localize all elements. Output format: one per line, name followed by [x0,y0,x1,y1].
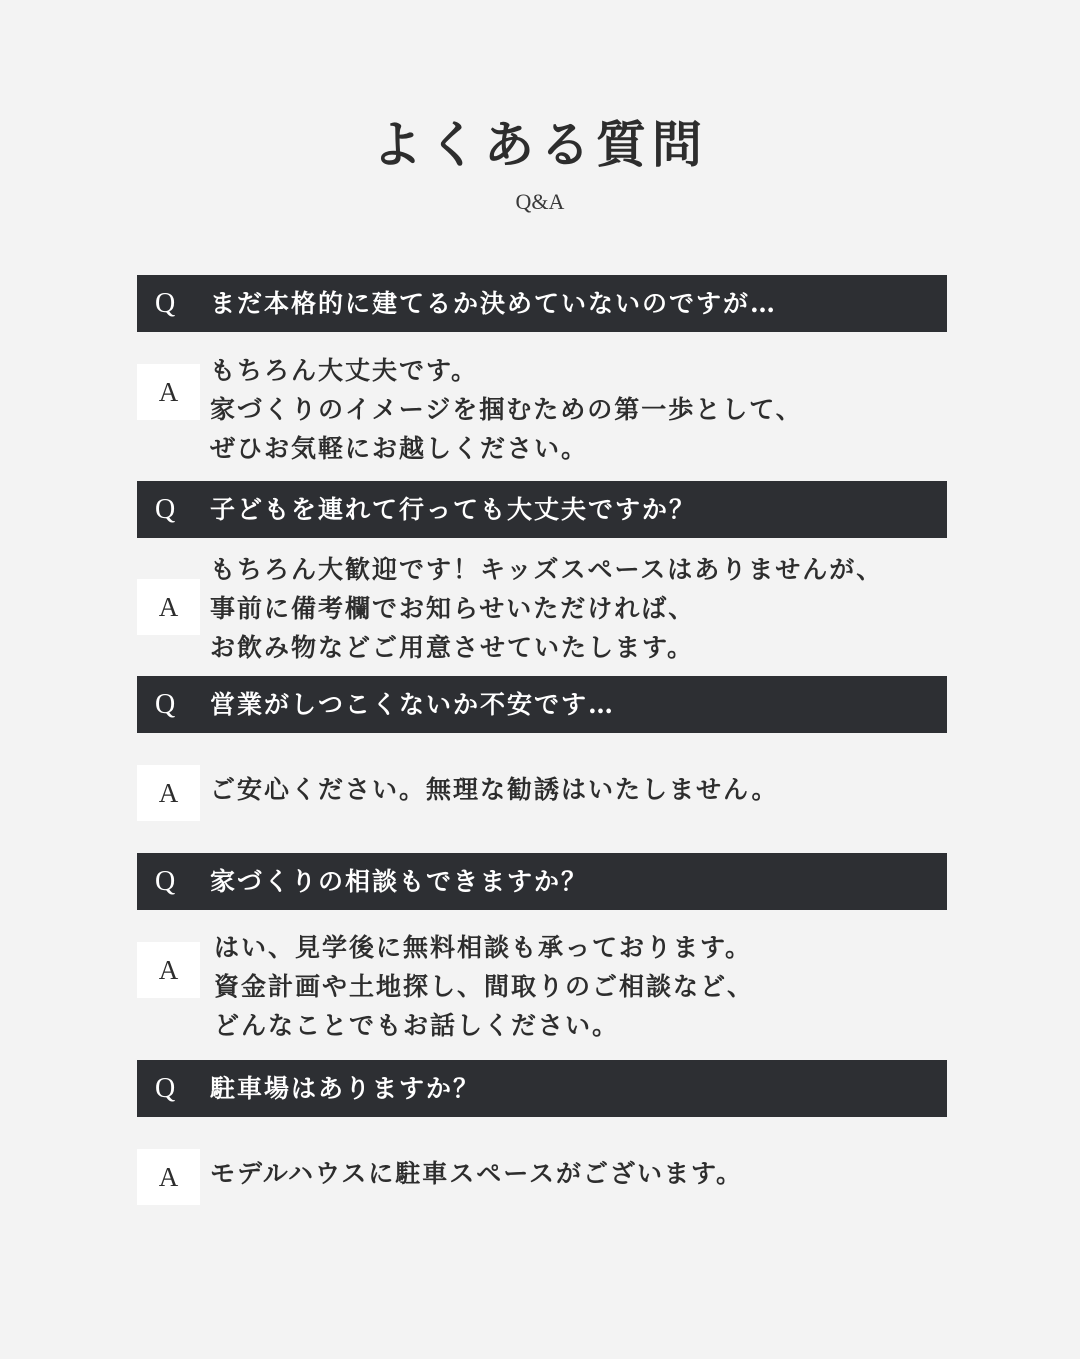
a-mark: A [137,579,200,635]
page-title: よくある質問 [372,115,708,174]
q-mark: Q [155,1073,176,1104]
a-mark: A [137,765,200,821]
answer-line: モデルハウスに駐車スペースがございます。 [210,1159,744,1188]
answer-line: ご安心ください。無理な勧誘はいたしません。 [210,775,779,804]
answer-line: ぜひお気軽にお越しください。 [210,434,589,463]
question-text: まだ本格的に建てるか決めていないのですが… [210,289,778,318]
answer-line: 事前に備考欄でお知らせいただければ、 [210,594,696,623]
answer-line: もちろん大丈夫です。 [210,356,479,385]
answer-line: 家づくりのイメージを掴むための第一歩として、 [210,395,803,424]
answer-line: 資金計画や土地探し、間取りのご相談など、 [214,972,755,1001]
q-mark: Q [155,494,176,525]
answer-line: どんなことでもお話しください。 [214,1011,620,1040]
answer-text [210,1154,743,1193]
page-subtitle: Q&A [515,189,565,214]
a-mark: A [137,364,200,420]
question-text: 家づくりの相談もできますか？ [210,867,589,896]
q-mark: Q [155,689,176,720]
answer-text [210,550,883,667]
question-text: 駐車場はありますか？ [210,1074,481,1103]
answer-line: お飲み物などご用意させていたします。 [210,633,695,662]
faq-question-bar[interactable] [137,481,947,538]
answer-text [214,928,754,1045]
a-mark: A [137,1149,200,1205]
answer-text [210,770,779,809]
answer-line: はい、見学後に無料相談も承っております。 [214,933,753,962]
q-mark: Q [155,288,176,319]
faq-question-bar[interactable] [137,1060,947,1117]
question-text: 子どもを連れて行っても大丈夫ですか？ [210,495,697,524]
answer-text [210,351,803,468]
q-mark: Q [155,866,176,897]
faq-question-bar[interactable] [137,676,947,733]
a-mark: A [137,942,200,998]
faq-question-bar[interactable] [137,275,947,332]
answer-line: もちろん大歓迎です！キッズスペースはありませんが、 [210,555,884,584]
question-text: 営業がしつこくないか不安です… [210,690,616,719]
faq-question-bar[interactable] [137,853,947,910]
